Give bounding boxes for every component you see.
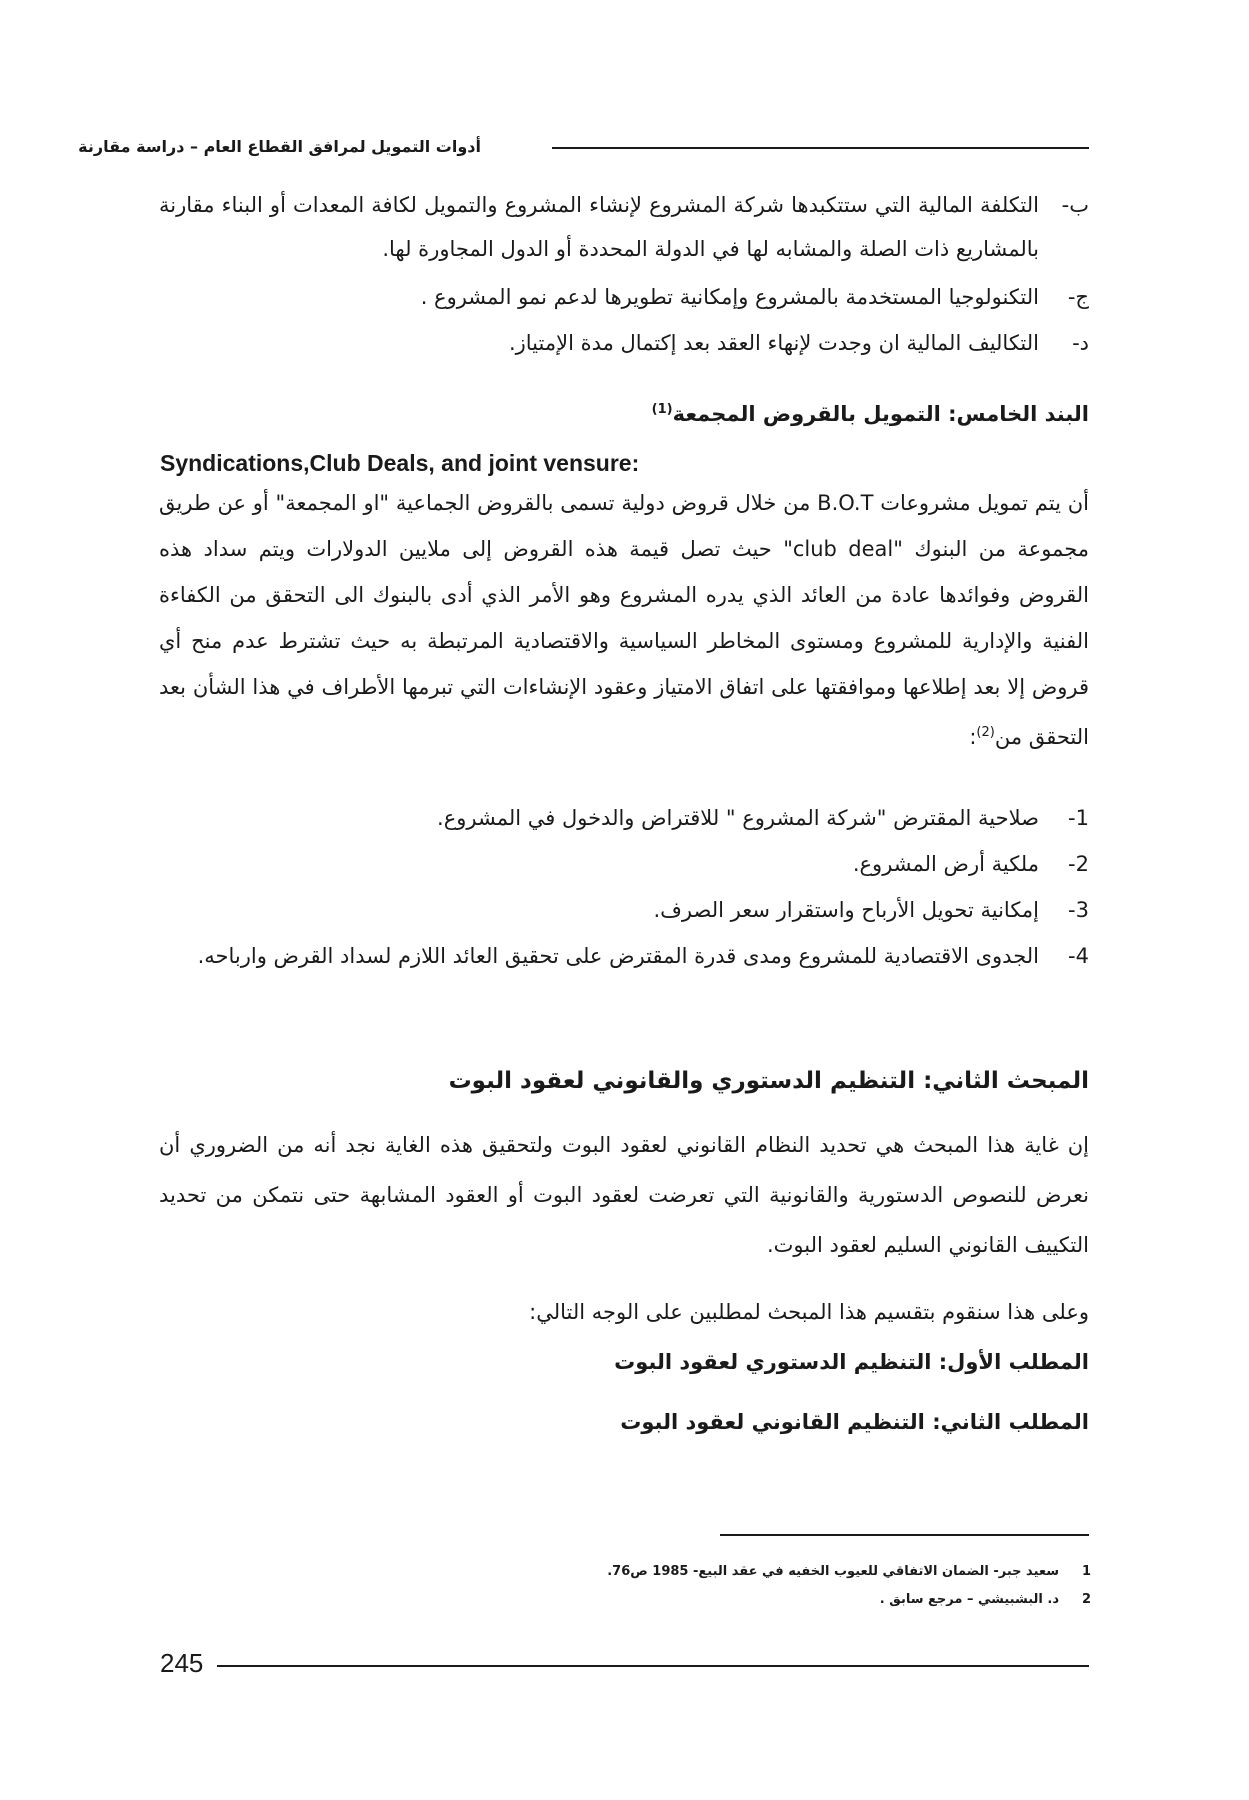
numbered-item bbox=[159, 934, 1089, 978]
list-item-text: ملكية أرض المشروع. bbox=[852, 852, 1039, 876]
list-marker: 3- bbox=[1068, 898, 1089, 922]
list-item-text: إمكانية تحويل الأرباح واستقرار سعر الصرف. bbox=[653, 898, 1039, 922]
footnote-number: 1 bbox=[1081, 1564, 1091, 1579]
list-item bbox=[159, 275, 1089, 319]
list-marker: ب- bbox=[1061, 193, 1089, 217]
numbered-item bbox=[159, 842, 1089, 886]
division-intro: وعلى هذا سنقوم بتقسيم هذا المبحث لمطلبين على الوجه التالي: bbox=[529, 1300, 1089, 1324]
list-marker: ج- bbox=[1067, 285, 1089, 309]
footnote-text: سعيد جبر- الضمان الاتفاقي للعيوب الخفيه في عقد البيع- 1985 ص76. bbox=[607, 1564, 1059, 1579]
page-number: 245 bbox=[160, 1648, 204, 1678]
footer-rule bbox=[217, 1665, 1089, 1667]
section-paragraph bbox=[159, 480, 1089, 760]
paragraph-punct: : bbox=[969, 725, 977, 749]
footnote-separator bbox=[720, 1534, 1089, 1536]
requirement-1: المطلب الأول: التنظيم الدستوري لعقود البوت bbox=[614, 1350, 1089, 1374]
footnote-text: د. البشبيشي – مرجع سابق . bbox=[879, 1592, 1059, 1607]
paragraph-text: أن يتم تمويل مشروعات B.O.T من خلال قروض دولية تسمى بالقروض الجماعية "او المجمعة" أو عن طريق مجموعة من البنوك "club deal" حيث تصل قيمة هذه القروض إلى ملايين الدولارات ويتم سداد هذه القروض وفوائدها عادة من العائد الذي يدره المشروع وهو الأمر الذي أدى بالبنوك الى التحقق من الكفاءة الفنية والإدارية للمشروع ومستوى المخاطر السياسية والاقتصادية المرتبطة به حيث تشترط عدم منح أي قروض إلا بعد إطلاعها وموافقتها على اتفاق الامتياز وعقود الإنشاءات التي تبرمها الأطراف في هذا الشأن بعد التحقق من bbox=[159, 491, 1090, 749]
list-item-text: الجدوى الاقتصادية للمشروع ومدى قدرة المقترض على تحقيق العائد اللازم لسداد القرض وارباحه. bbox=[197, 944, 1039, 968]
footnote-ref: (1) bbox=[651, 402, 673, 417]
numbered-item bbox=[159, 796, 1089, 840]
list-item-text: صلاحية المقترض "شركة المشروع " للاقتراض والدخول في المشروع. bbox=[437, 806, 1039, 830]
footnote-ref: (2) bbox=[976, 725, 995, 740]
numbered-item bbox=[159, 888, 1089, 932]
list-item bbox=[159, 321, 1089, 365]
section-heading-text: البند الخامس: التمويل بالقروض المجمعة bbox=[672, 402, 1089, 426]
list-marker: 4- bbox=[1068, 944, 1089, 968]
chapter-heading: المبحث الثاني: التنظيم الدستوري والقانوني لعقود البوت bbox=[448, 1068, 1089, 1094]
requirement-2: المطلب الثاني: التنظيم القانوني لعقود البوت bbox=[620, 1410, 1089, 1434]
header-rule bbox=[552, 147, 1089, 149]
list-item-text: التكلفة المالية التي ستتكبدها شركة المشروع لإنشاء المشروع والتمويل لكافة المعدات أو البناء مقارنة بالمشاريع ذات الصلة والمشابه لها في الدولة المحددة أو الدول المجاورة لها. bbox=[159, 193, 1039, 261]
list-marker: 1- bbox=[1068, 806, 1089, 830]
footnote bbox=[607, 1564, 1091, 1579]
list-item-text: التكنولوجيا المستخدمة بالمشروع وإمكانية تطويرها لدعم نمو المشروع . bbox=[420, 285, 1039, 309]
chapter-paragraph: إن غاية هذا المبحث هي تحديد النظام القانوني لعقود البوت ولتحقيق هذه الغاية نجد أنه من الضروري أن نعرض للنصوص الدستورية والقانونية التي تعرضت لعقود البوت أو العقود المشابهة حتى نتمكن من تحديد التكييف القانوني السليم لعقود البوت. bbox=[159, 1133, 1089, 1257]
section-heading bbox=[159, 402, 1089, 426]
english-heading: Syndications,Club Deals, and joint vensure: bbox=[160, 450, 640, 476]
list-marker: 2- bbox=[1068, 852, 1089, 876]
running-header-title: أدوات التمويل لمرافق القطاع العام – دراسة مقارنة bbox=[78, 137, 481, 156]
list-item-text: التكاليف المالية ان وجدت لإنهاء العقد بعد إكتمال مدة الإمتياز. bbox=[508, 331, 1039, 355]
footnote bbox=[880, 1592, 1091, 1607]
list-item bbox=[159, 183, 1089, 271]
list-marker: د- bbox=[1072, 331, 1089, 355]
footnote-number: 2 bbox=[1081, 1592, 1091, 1607]
